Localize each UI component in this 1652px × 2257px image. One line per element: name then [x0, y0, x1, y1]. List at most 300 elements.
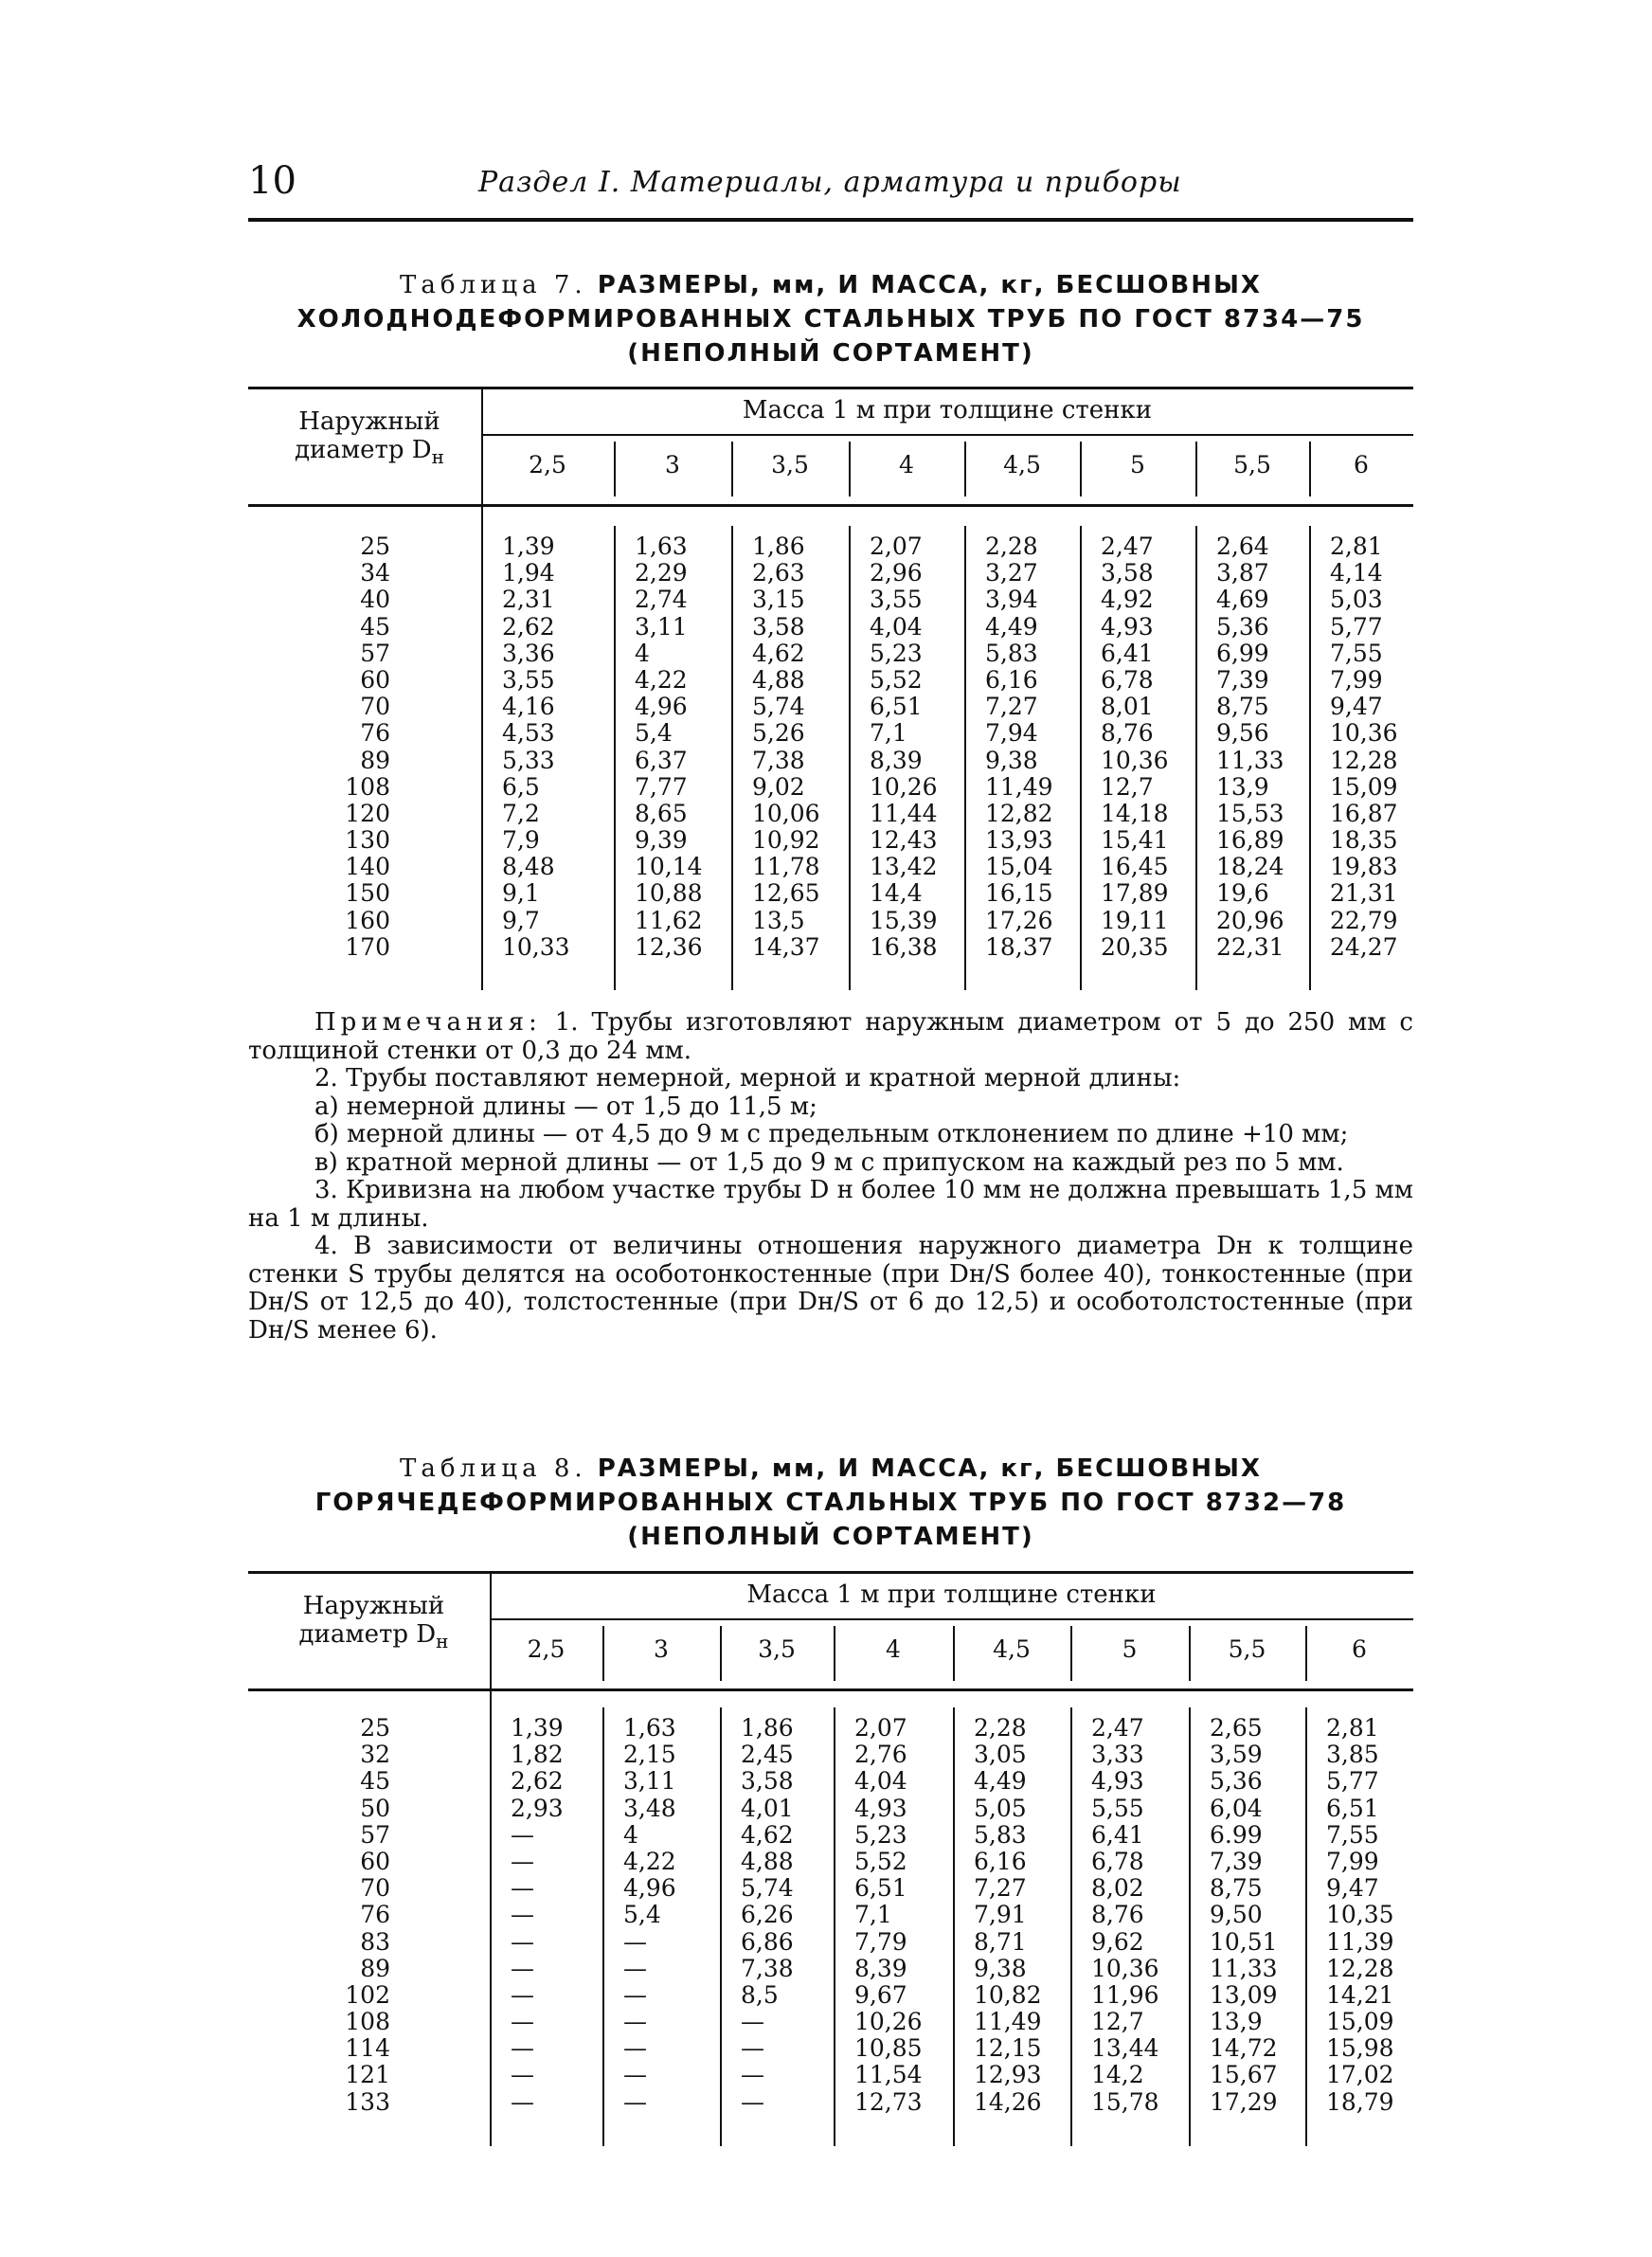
table7-column-separator: [614, 526, 616, 990]
table8-value-column: [1326, 1715, 1394, 2116]
table7-value-cell: 13,93: [985, 826, 1053, 855]
table8-value-cell: 2,28: [974, 1714, 1027, 1742]
table8-column-separator: [1189, 1707, 1191, 2146]
table7-value-cell: 6,16: [985, 665, 1038, 694]
table8-label: Таблица 8.: [400, 1454, 587, 1483]
table8-value-column: [1210, 1715, 1278, 2116]
table8-value-column: [974, 1715, 1042, 2116]
table7-value-cell: 4,49: [985, 612, 1038, 641]
table8-value-cell: 10,35: [1326, 1901, 1394, 1929]
table7-value-column: [752, 533, 820, 961]
table7-value-cell: 10,14: [635, 853, 703, 881]
table7-value-cell: 6,41: [1101, 639, 1154, 667]
table7-header-separator: [731, 442, 733, 497]
table8-value-cell: 2,76: [854, 1741, 907, 1769]
table8-header-separator: [1070, 1626, 1072, 1681]
table7-value-cell: 6,78: [1101, 665, 1154, 694]
table7-diameter-cell: 170: [345, 932, 390, 961]
table7-header-separator: [1309, 442, 1311, 497]
table7-value-cell: 9,02: [752, 772, 805, 801]
table7-header-separator: [1195, 442, 1197, 497]
table8-value-cell: 13,9: [1210, 2008, 1263, 2036]
table8-value-cell: 5,55: [1091, 1794, 1144, 1822]
table8-title: [248, 1452, 1413, 1554]
table7-value-cell: 9,39: [635, 826, 688, 855]
table8-value-cell: 3,59: [1210, 1741, 1263, 1769]
table8-value-cell: 6,04: [1210, 1794, 1263, 1822]
table7-value-cell: 7,38: [752, 746, 805, 774]
table7-value-cell: 8,01: [1101, 693, 1154, 721]
table8-value-cell: —: [511, 1901, 534, 1929]
table7-value-cell: 18,24: [1216, 853, 1284, 881]
table8-value-cell: 13,44: [1091, 2034, 1159, 2063]
table8-value-cell: 4: [623, 1820, 638, 1849]
table8-value-cell: —: [511, 2034, 534, 2063]
table8-value-cell: 11,54: [854, 2061, 923, 2089]
table7-value-cell: 11,78: [752, 853, 820, 881]
table8-value-cell: 12,93: [974, 2061, 1042, 2089]
table8-value-cell: —: [511, 2087, 534, 2116]
table8-value-cell: —: [623, 2087, 647, 2116]
table8-column-separator: [1305, 1707, 1307, 2146]
note-1: 1. Трубы изготовляют наружным диаметром от 5 до 250 мм с толщиной стенки от 0,3 до 24 мм.: [248, 1008, 1413, 1065]
table8-value-cell: 17,29: [1210, 2087, 1278, 2116]
table7-value-cell: 13,9: [1216, 772, 1269, 801]
table8-value-cell: 14,26: [974, 2087, 1042, 2116]
table8-value-cell: 14,2: [1091, 2061, 1144, 2089]
table8-value-cell: 10,26: [854, 2008, 923, 2036]
table8-column-separator: [1070, 1707, 1072, 2146]
table8-value-cell: 6,51: [854, 1874, 907, 1903]
table7-value-cell: 5,52: [870, 665, 923, 694]
table8-header-separator: [1305, 1626, 1307, 1681]
table8-value-cell: 2,07: [854, 1714, 907, 1742]
table8-top-rule: [248, 1571, 1413, 1574]
table7-value-cell: 2,96: [870, 559, 923, 587]
table7-value-cell: 11,62: [635, 906, 703, 934]
table7-value-cell: 4,62: [752, 639, 805, 667]
table7-diameter-cell: 108: [345, 772, 390, 801]
table8-thickness-header: 2,5: [527, 1635, 566, 1663]
table7-value-cell: 10,26: [870, 772, 938, 801]
table7-value-column: [502, 533, 570, 961]
table8-value-cell: 8,75: [1210, 1874, 1263, 1903]
table8-value-cell: —: [741, 2061, 764, 2089]
table8-value-cell: 9,67: [854, 1980, 907, 2009]
table7-thickness-header: 3: [665, 451, 680, 478]
table8-value-cell: 5,52: [854, 1847, 907, 1875]
table7-value-cell: 7,39: [1216, 665, 1269, 694]
table8-value-cell: 2,81: [1326, 1714, 1379, 1742]
table7-value-cell: 6,51: [870, 693, 923, 721]
table7-value-cell: 1,86: [752, 533, 805, 560]
table7-value-cell: 22,31: [1216, 932, 1284, 961]
table8-column-separator: [602, 1707, 604, 2146]
table8-value-cell: 8,02: [1091, 1874, 1144, 1903]
table8-title-line1: РАЗМЕРЫ, мм, И МАССА, кг, БЕСШОВНЫХ: [597, 1454, 1262, 1483]
table8-value-cell: 4,62: [741, 1820, 794, 1849]
table8-value-cell: 2,15: [623, 1741, 676, 1769]
table7-value-column: [870, 533, 938, 961]
table7-header-separator: [964, 442, 966, 497]
table8-value-cell: 14,72: [1210, 2034, 1278, 2063]
table7-top-rule: [248, 387, 1413, 389]
table7-diameter-cell: 76: [360, 719, 390, 748]
table8-value-cell: —: [511, 1980, 534, 2009]
table7-value-cell: 4,16: [502, 693, 555, 721]
table8-value-cell: 17,02: [1326, 2061, 1394, 2089]
table7-value-cell: 5,36: [1216, 612, 1269, 641]
table8-diameter-cell: 133: [345, 2087, 390, 2116]
table7-value-cell: 11,44: [870, 799, 938, 827]
table8-value-cell: 6,41: [1091, 1820, 1144, 1849]
table8-value-column: [741, 1715, 794, 2116]
table7-value-cell: 7,77: [635, 772, 688, 801]
note-4: 4. В зависимости от величины отношения наружного диаметра Dн к толщине стенки S трубы делятся на особотонкостенные (при Dн/S более 40), тонкостенные (при Dн/S от 12,5 до 40), толстостенные (при Dн/S от 6 до 12,5) и особотолстостенные (при Dн/S менее 6).: [248, 1232, 1413, 1345]
table7-value-cell: 16,89: [1216, 826, 1284, 855]
page-number: 10: [248, 159, 296, 203]
table8-value-cell: 4,96: [623, 1874, 676, 1903]
table7-diameter-cell: 34: [360, 559, 390, 587]
table7-diameter-cell: 45: [360, 612, 390, 641]
table7-value-cell: 2,74: [635, 586, 688, 614]
table8-value-cell: 1,82: [511, 1741, 564, 1769]
table7-group-header: Масса 1 м при толщине стенки: [742, 396, 1153, 424]
table7-value-cell: 3,58: [752, 612, 805, 641]
table7-value-cell: 1,94: [502, 559, 555, 587]
table7-value-cell: 2,47: [1101, 533, 1154, 560]
table8-value-cell: —: [741, 2008, 764, 2036]
table8-value-cell: 4,93: [1091, 1767, 1144, 1796]
table7-value-cell: 8,39: [870, 746, 923, 774]
note-2: 2. Трубы поставляют немерной, мерной и кратной мерной длины:: [314, 1064, 1181, 1092]
table7-value-cell: 4,69: [1216, 586, 1269, 614]
table7-value-cell: 9,7: [502, 906, 540, 934]
table7-value-cell: 5,77: [1330, 612, 1383, 641]
table8-value-cell: 9,38: [974, 1954, 1027, 1982]
table8-value-cell: 3,58: [741, 1767, 794, 1796]
table7-value-cell: 15,04: [985, 853, 1053, 881]
table8-diameter-cell: 32: [360, 1741, 390, 1769]
table7-value-cell: 8,65: [635, 799, 688, 827]
table7-value-cell: 1,63: [635, 533, 688, 560]
table7-value-cell: 16,38: [870, 932, 938, 961]
table8-value-column: [511, 1715, 564, 2116]
table8-value-cell: —: [511, 1954, 534, 1982]
table8-value-cell: —: [741, 2087, 764, 2116]
table7-value-cell: 15,39: [870, 906, 938, 934]
table8-diameter-cell: 102: [345, 1980, 390, 2009]
table7-value-cell: 19,11: [1101, 906, 1169, 934]
table8-diameter-cell: 76: [360, 1901, 390, 1929]
table7-value-cell: 12,43: [870, 826, 938, 855]
table7-thickness-header: 6: [1354, 451, 1369, 478]
table7-value-cell: 13,42: [870, 853, 938, 881]
table7-value-cell: 11,49: [985, 772, 1053, 801]
notes-label: Примечания:: [314, 1008, 542, 1037]
table8-value-cell: 2,47: [1091, 1714, 1144, 1742]
table7-value-cell: 12,65: [752, 879, 820, 908]
table8-value-cell: 1,86: [741, 1714, 794, 1742]
table8-value-cell: 2,45: [741, 1741, 794, 1769]
table7-value-cell: 9,1: [502, 879, 540, 908]
table7-value-cell: 8,75: [1216, 693, 1269, 721]
table7-value-cell: 18,35: [1330, 826, 1398, 855]
table7-thickness-header: 5,5: [1233, 451, 1271, 478]
table8-value-cell: 5,36: [1210, 1767, 1263, 1796]
table7-value-cell: 7,1: [870, 719, 907, 748]
table7-thickness-header: 3,5: [771, 451, 809, 478]
table8-value-cell: 7,27: [974, 1874, 1027, 1903]
note-2a: а) немерной длины — от 1,5 до 11,5 м;: [314, 1092, 817, 1121]
table8-value-cell: 3,11: [623, 1767, 676, 1796]
table7-value-cell: 4: [635, 639, 650, 667]
table7-value-cell: 12,36: [635, 932, 703, 961]
table7-value-cell: 4,53: [502, 719, 555, 748]
table8-value-cell: 6,16: [974, 1847, 1027, 1875]
table8-value-column: [854, 1715, 923, 2116]
table8-value-cell: —: [511, 1874, 534, 1903]
table8-diameter-column: [248, 1715, 390, 2116]
table8-diameter-cell: 108: [345, 2008, 390, 2036]
table8-group-header: Масса 1 м при толщине стенки: [746, 1580, 1157, 1609]
table8-header-separator: [953, 1626, 955, 1681]
table7-value-cell: 9,56: [1216, 719, 1269, 748]
table7-value-column: [1330, 533, 1398, 961]
table8-value-cell: 4,88: [741, 1847, 794, 1875]
table8-value-cell: 10,82: [974, 1980, 1042, 2009]
table7-diameter-header-subscript: н: [431, 445, 444, 469]
table8-value-cell: —: [623, 1927, 647, 1956]
table7-label: Таблица 7.: [400, 271, 587, 299]
table7-value-cell: 3,11: [635, 612, 688, 641]
table7-diameter-header-text: Наружный диаметр D: [295, 407, 440, 464]
table7-column-separator: [1309, 526, 1311, 990]
table7-group-rule: [481, 434, 1413, 436]
table7-value-cell: 2,62: [502, 612, 555, 641]
table7-value-cell: 2,81: [1330, 533, 1383, 560]
table8-value-cell: —: [623, 2008, 647, 2036]
table7-diameter-cell: 25: [360, 533, 390, 560]
table8-value-cell: 15,98: [1326, 2034, 1394, 2063]
table8-diameter-cell: 50: [360, 1794, 390, 1822]
table8-value-cell: 15,78: [1091, 2087, 1159, 2116]
table7-title-line3: (НЕПОЛНЫЙ СОРТАМЕНТ): [627, 339, 1034, 368]
table8-diameter-cell: 60: [360, 1847, 390, 1875]
table7-thickness-header: 5: [1130, 451, 1145, 478]
table7-value-cell: 3,55: [870, 586, 923, 614]
table7-value-cell: 10,36: [1330, 719, 1398, 748]
table8-value-cell: —: [623, 2034, 647, 2063]
table8-value-cell: 11,33: [1210, 1954, 1278, 1982]
table8-value-cell: 9,50: [1210, 1901, 1263, 1929]
table7-value-cell: 3,87: [1216, 559, 1269, 587]
table7-value-cell: 5,4: [635, 719, 673, 748]
table7-value-cell: 7,27: [985, 693, 1038, 721]
table8-thickness-header: 6: [1352, 1635, 1367, 1663]
table7-value-cell: 1,39: [502, 533, 555, 560]
table8-value-cell: 3,05: [974, 1741, 1027, 1769]
table8-value-cell: 12,28: [1326, 1954, 1394, 1982]
table7-value-cell: 5,03: [1330, 586, 1383, 614]
table8-thickness-header: 5: [1122, 1635, 1138, 1663]
table8-diameter-header: [267, 1592, 480, 1655]
table8-value-cell: 10,85: [854, 2034, 923, 2063]
table7-value-cell: 2,29: [635, 559, 688, 587]
table7-thickness-header: 2,5: [529, 451, 566, 478]
table7-header-rule: [248, 504, 1413, 507]
table8-diameter-cell: 114: [345, 2034, 390, 2063]
table8-value-cell: 11,39: [1326, 1927, 1394, 1956]
table8-value-cell: —: [511, 1927, 534, 1956]
table7-value-cell: 10,88: [635, 879, 703, 908]
table8-value-cell: —: [741, 2034, 764, 2063]
table7-column-separator: [731, 526, 733, 990]
note-2c: в) кратной мерной длины — от 1,5 до 9 м с припуском на каждый рез по 5 мм.: [314, 1147, 1344, 1177]
table8-group-rule: [490, 1618, 1413, 1620]
table7-value-column: [635, 533, 703, 961]
table7-value-cell: 9,38: [985, 746, 1038, 774]
table8-value-cell: 8,76: [1091, 1901, 1144, 1929]
table8-value-cell: 12,73: [854, 2087, 923, 2116]
table7-diameter-column: [248, 533, 390, 961]
table7-value-cell: 7,55: [1330, 639, 1383, 667]
table8-value-cell: 2,65: [1210, 1714, 1263, 1742]
table8-value-cell: 7,38: [741, 1954, 794, 1982]
table7-value-cell: 16,87: [1330, 799, 1398, 827]
table8-thickness-header: 4,5: [993, 1635, 1031, 1663]
table8-value-cell: —: [623, 1980, 647, 2009]
table7-value-cell: 5,74: [752, 693, 805, 721]
table8-value-cell: 6,26: [741, 1901, 794, 1929]
table8-header-separator: [1189, 1626, 1191, 1681]
table7-value-cell: 8,76: [1101, 719, 1154, 748]
table8-value-cell: 2,62: [511, 1767, 564, 1796]
table8-value-cell: —: [511, 2008, 534, 2036]
table8-value-cell: 3,48: [623, 1794, 676, 1822]
table7-diameter-cell: 60: [360, 665, 390, 694]
table8-diameter-cell: 25: [360, 1714, 390, 1742]
table8-diameter-cell: 83: [360, 1927, 390, 1956]
table7-header-separator: [614, 442, 616, 497]
table8-diameter-cell: 45: [360, 1767, 390, 1796]
table8-value-cell: 5,23: [854, 1820, 907, 1849]
table7-value-cell: 2,64: [1216, 533, 1269, 560]
table7-value-cell: 15,53: [1216, 799, 1284, 827]
table8-column-separator: [834, 1707, 835, 2146]
table7-value-cell: 5,33: [502, 746, 555, 774]
table8-value-cell: 7,55: [1326, 1820, 1379, 1849]
table8-value-cell: 7,79: [854, 1927, 907, 1956]
table8-value-cell: 8,5: [741, 1980, 779, 2009]
table8-value-cell: 15,67: [1210, 2061, 1278, 2089]
table8-value-cell: 2,93: [511, 1794, 564, 1822]
table8-value-cell: 18,79: [1326, 2087, 1394, 2116]
table8-diameter-cell: 89: [360, 1954, 390, 1982]
table7-value-cell: 2,31: [502, 586, 555, 614]
table7-value-cell: 4,14: [1330, 559, 1383, 587]
table8-value-cell: —: [511, 1847, 534, 1875]
table8-diameter-cell: 57: [360, 1820, 390, 1849]
table8-value-cell: —: [623, 2061, 647, 2089]
table8-value-cell: 5,74: [741, 1874, 794, 1903]
table7-value-cell: 17,89: [1101, 879, 1169, 908]
table7-value-cell: 3,94: [985, 586, 1038, 614]
table8-value-cell: 13,09: [1210, 1980, 1278, 2009]
table8-value-cell: —: [511, 2061, 534, 2089]
table7-value-cell: 10,92: [752, 826, 820, 855]
table7-diameter-cell: 89: [360, 746, 390, 774]
table7-value-cell: 12,28: [1330, 746, 1398, 774]
table7-column-separator: [1080, 526, 1082, 990]
table8-value-cell: 7,1: [854, 1901, 892, 1929]
note-2b: б) мерной длины — от 4,5 до 9 м с предельным отклонением по длине +10 мм;: [314, 1120, 1349, 1148]
table7-value-cell: 3,36: [502, 639, 555, 667]
table7-value-cell: 21,31: [1330, 879, 1398, 908]
table8-value-cell: 9,47: [1326, 1874, 1379, 1903]
table7-value-cell: 4,93: [1101, 612, 1154, 641]
table7-value-cell: 10,33: [502, 932, 570, 961]
table8-thickness-header: 5,5: [1228, 1635, 1266, 1663]
table7-header-separator: [849, 442, 851, 497]
table7-value-cell: 18,37: [985, 932, 1053, 961]
table8-value-column: [623, 1715, 676, 2116]
table7-diameter-cell: 150: [345, 879, 390, 908]
table7-value-cell: 2,07: [870, 533, 923, 560]
table7-value-cell: 6,99: [1216, 639, 1269, 667]
table7-value-cell: 20,96: [1216, 906, 1284, 934]
table8-column-separator: [953, 1707, 955, 2146]
table7-value-cell: 10,36: [1101, 746, 1169, 774]
table8-stub-divider: [490, 1571, 492, 2146]
table8-value-cell: 5,83: [974, 1820, 1027, 1849]
table7-value-cell: 7,2: [502, 799, 540, 827]
table7-value-cell: 4,96: [635, 693, 688, 721]
table8-value-cell: 6,78: [1091, 1847, 1144, 1875]
running-title: Раздел I. Материалы, арматура и приборы: [478, 166, 1182, 199]
table8-value-cell: 4,01: [741, 1794, 794, 1822]
table8-header-separator: [720, 1626, 722, 1681]
table7-header-separator: [1080, 442, 1082, 497]
table7-value-cell: 7,94: [985, 719, 1038, 748]
table7-value-cell: 22,79: [1330, 906, 1398, 934]
table8-column-separator: [720, 1707, 722, 2146]
table8-header-separator: [834, 1626, 835, 1681]
table7-value-column: [1216, 533, 1284, 961]
notes-block: [248, 1009, 1413, 1345]
table7: [0, 0, 1652, 1004]
table8-value-cell: 15,09: [1326, 2008, 1394, 2036]
table8-value-cell: 6,51: [1326, 1794, 1379, 1822]
table8-thickness-header: 3: [654, 1635, 669, 1663]
table8-value-cell: 1,39: [511, 1714, 564, 1742]
table7-value-cell: 4,88: [752, 665, 805, 694]
table8-value-cell: 4,04: [854, 1767, 907, 1796]
table8-value-cell: 4,49: [974, 1767, 1027, 1796]
table7-value-cell: 2,63: [752, 559, 805, 587]
table8-value-cell: 3,85: [1326, 1741, 1379, 1769]
table7-column-separator: [964, 526, 966, 990]
table7-value-cell: 12,82: [985, 799, 1053, 827]
table7-value-cell: 2,28: [985, 533, 1038, 560]
table7-value-cell: 14,37: [752, 932, 820, 961]
table8-value-cell: 8,39: [854, 1954, 907, 1982]
table7-value-cell: 4,04: [870, 612, 923, 641]
table7-value-cell: 3,58: [1101, 559, 1154, 587]
table7-diameter-cell: 130: [345, 826, 390, 855]
table8-header-separator: [602, 1626, 604, 1681]
table7-diameter-cell: 70: [360, 693, 390, 721]
